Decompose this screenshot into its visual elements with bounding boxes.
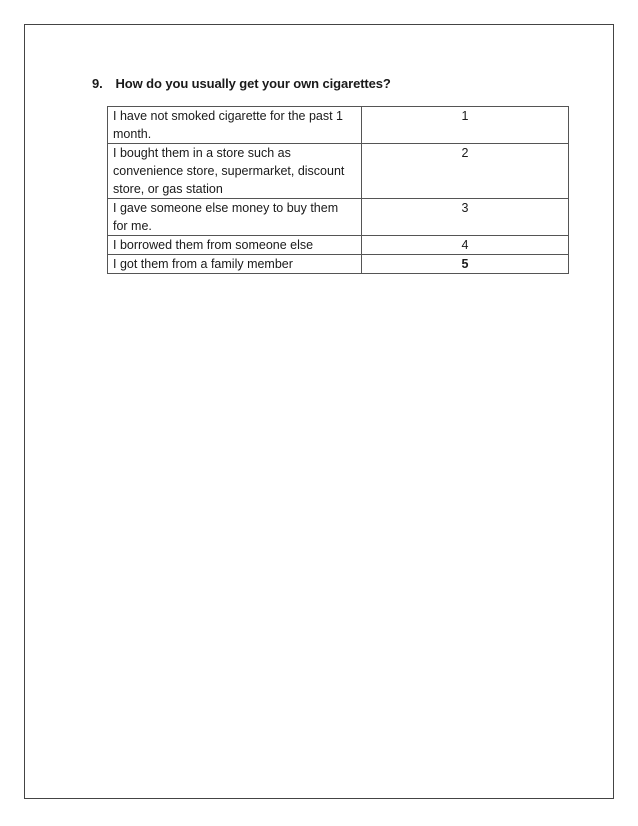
- question-number: 9.: [92, 76, 103, 91]
- answer-label: I borrowed them from someone else: [108, 236, 362, 255]
- answer-table: [107, 106, 569, 274]
- answer-code: 3: [362, 199, 569, 236]
- answer-code: 5: [362, 255, 569, 274]
- answer-label: I got them from a family member: [108, 255, 362, 274]
- answer-row: [108, 144, 569, 199]
- answer-row: [108, 107, 569, 144]
- answer-code: 4: [362, 236, 569, 255]
- question-text: How do you usually get your own cigarettes?: [115, 76, 391, 91]
- question-heading: [92, 76, 391, 91]
- answer-row: [108, 236, 569, 255]
- answer-code: 2: [362, 144, 569, 199]
- answer-code: 1: [362, 107, 569, 144]
- answer-label: I bought them in a store such as convenience store, supermarket, discount store, or gas station: [108, 144, 362, 199]
- answer-row: [108, 199, 569, 236]
- answer-label: I gave someone else money to buy them for me.: [108, 199, 362, 236]
- answer-label: I have not smoked cigarette for the past 1 month.: [108, 107, 362, 144]
- answer-row: [108, 255, 569, 274]
